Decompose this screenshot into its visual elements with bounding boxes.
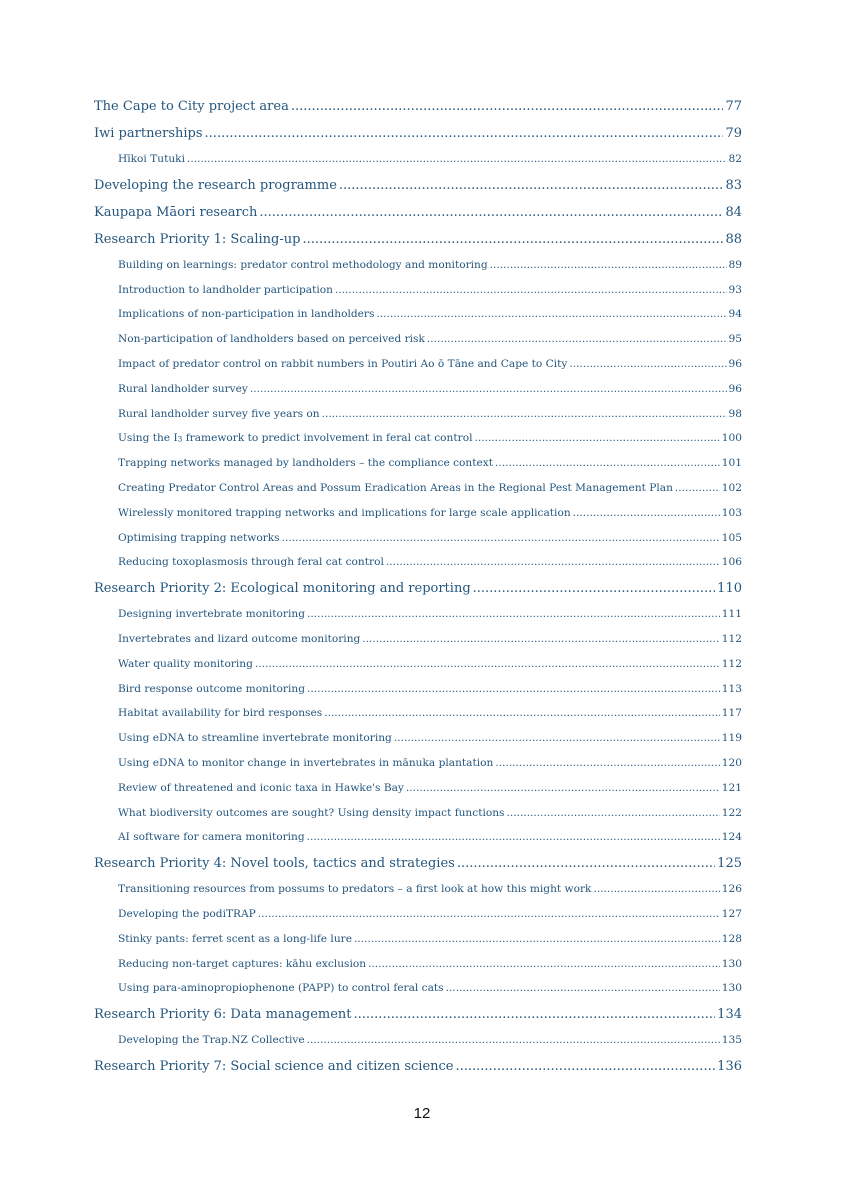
toc-entry-page: 96 (728, 382, 742, 395)
toc-entry-page: 110 (717, 581, 742, 597)
toc-subsection-entry[interactable] (94, 1028, 742, 1053)
toc-leader-dots (324, 701, 720, 726)
toc-subsection-entry[interactable] (94, 801, 742, 826)
toc-subsection-entry[interactable] (94, 476, 742, 501)
toc-entry-page: 121 (721, 781, 742, 794)
toc-entry-page: 94 (728, 308, 742, 321)
toc-entry-page: 134 (717, 1007, 742, 1023)
toc-entry-page: 119 (721, 732, 742, 745)
toc-entry-page: 112 (721, 632, 742, 645)
toc-entry-title: Research Priority 6: Data management (94, 1007, 352, 1023)
table-of-contents (94, 93, 742, 1080)
toc-subsection-entry[interactable] (94, 377, 742, 402)
toc-leader-dots (282, 526, 720, 551)
toc-subsection-entry[interactable] (94, 451, 742, 476)
toc-leader-dots (457, 850, 715, 877)
toc-subsection-entry[interactable] (94, 825, 742, 850)
toc-entry-title: Using the $I_3$ framework to predict involvement in feral cat control (118, 432, 473, 445)
toc-leader-dots (506, 801, 719, 826)
toc-leader-dots (205, 120, 724, 147)
toc-entry-page: 130 (721, 957, 742, 970)
toc-entry-page: 135 (721, 1034, 742, 1047)
toc-leader-dots (354, 927, 720, 952)
toc-entry-page: 102 (721, 481, 742, 494)
toc-leader-dots (187, 147, 727, 172)
toc-entry-title: Designing invertebrate monitoring (118, 608, 305, 621)
toc-leader-dots (255, 652, 720, 677)
toc-entry-page: 88 (725, 231, 742, 247)
toc-subsection-entry[interactable] (94, 278, 742, 303)
toc-subsection-entry[interactable] (94, 976, 742, 1001)
toc-leader-dots (495, 751, 719, 776)
toc-leader-dots (322, 402, 727, 427)
toc-entry-title: Research Priority 7: Social science and citizen science (94, 1058, 454, 1074)
toc-section-entry[interactable] (94, 1001, 742, 1028)
toc-entry-page: 101 (721, 457, 742, 470)
toc-entry-title: Non-participation of landholders based on perceived risk (118, 333, 425, 346)
toc-entry-page: 122 (721, 806, 742, 819)
toc-entry-page: 84 (725, 204, 742, 220)
toc-entry-page: 128 (721, 932, 742, 945)
toc-entry-title: Invertebrates and lizard outcome monitoring (118, 632, 361, 645)
toc-subsection-entry[interactable] (94, 952, 742, 977)
toc-leader-dots (495, 451, 720, 476)
toc-entry-title: Habitat availability for bird responses (118, 707, 323, 720)
toc-leader-dots (339, 172, 724, 199)
toc-leader-dots (456, 1053, 716, 1080)
toc-entry-page: 136 (717, 1058, 742, 1074)
toc-entry-page: 120 (721, 756, 742, 769)
toc-leader-dots (259, 199, 723, 226)
toc-leader-dots (362, 627, 719, 652)
toc-entry-title: Wirelessly monitored trapping networks and implications for large scale application (118, 506, 571, 519)
toc-entry-page: 89 (728, 258, 742, 271)
toc-entry-title: Reducing toxoplasmosis through feral cat control (118, 556, 384, 569)
toc-entry-page: 103 (721, 506, 742, 519)
toc-entry-title: Hīkoi Tutuki (118, 153, 185, 165)
toc-entry-title: Kaupapa Māori research (94, 204, 258, 220)
toc-leader-dots (335, 278, 727, 303)
toc-entry-page: 83 (725, 177, 742, 193)
toc-section-entry[interactable] (94, 172, 742, 199)
toc-leader-dots (394, 726, 720, 751)
toc-subsection-entry[interactable] (94, 602, 742, 627)
toc-section-entry[interactable] (94, 575, 742, 602)
toc-entry-page: 127 (721, 907, 742, 920)
toc-entry-title: Optimising trapping networks (118, 531, 280, 544)
toc-entry-page: 82 (728, 153, 742, 165)
toc-subsection-entry[interactable] (94, 426, 742, 451)
toc-subsection-entry[interactable] (94, 927, 742, 952)
toc-leader-dots (376, 302, 726, 327)
toc-subsection-entry[interactable] (94, 677, 742, 702)
toc-subsection-entry[interactable] (94, 526, 742, 551)
toc-entry-title: Using eDNA to monitor change in invertebrates in mānuka plantation (118, 756, 494, 769)
toc-entry-title: Rural landholder survey (118, 382, 248, 395)
toc-leader-dots (250, 377, 727, 402)
toc-subsection-entry[interactable] (94, 147, 742, 172)
toc-leader-dots (490, 253, 727, 278)
toc-entry-title: AI software for camera monitoring (118, 831, 305, 844)
toc-leader-dots (368, 952, 720, 977)
toc-leader-dots (307, 602, 720, 627)
toc-entry-title: Stinky pants: ferret scent as a long-life lure (118, 932, 352, 945)
toc-leader-dots (569, 352, 726, 377)
toc-section-entry[interactable] (94, 1053, 742, 1080)
toc-leader-dots (307, 1028, 720, 1053)
toc-leader-dots (446, 976, 720, 1001)
toc-subsection-entry[interactable] (94, 902, 742, 927)
toc-entry-title: Bird response outcome monitoring (118, 682, 305, 695)
toc-subsection-entry[interactable] (94, 701, 742, 726)
toc-leader-dots (474, 426, 719, 451)
toc-subsection-entry[interactable] (94, 302, 742, 327)
toc-entry-title: Using para-aminopropiophenone (PAPP) to control feral cats (118, 982, 444, 995)
toc-entry-title: Creating Predator Control Areas and Possum Eradication Areas in the Regional Pest Management Plan (118, 481, 673, 494)
toc-entry-title: Water quality monitoring (118, 657, 253, 670)
toc-section-entry[interactable] (94, 199, 742, 226)
toc-entry-page: 95 (728, 333, 742, 346)
toc-subsection-entry[interactable] (94, 627, 742, 652)
toc-subsection-entry[interactable] (94, 776, 742, 801)
toc-subsection-entry[interactable] (94, 253, 742, 278)
toc-leader-dots (675, 476, 720, 501)
toc-entry-page: 124 (721, 831, 742, 844)
toc-entry-title: Introduction to landholder participation (118, 283, 333, 296)
toc-entry-page: 105 (721, 531, 742, 544)
toc-entry-page: 125 (717, 856, 742, 872)
toc-leader-dots (354, 1001, 716, 1028)
toc-entry-title: Developing the podiTRAP (118, 907, 256, 920)
toc-leader-dots (573, 501, 720, 526)
toc-leader-dots (427, 327, 727, 352)
toc-entry-title: Iwi partnerships (94, 126, 203, 141)
toc-entry-title: Developing the research programme (94, 177, 337, 193)
toc-subsection-entry[interactable] (94, 550, 742, 575)
toc-entry-title: Implications of non-participation in landholders (118, 308, 375, 321)
toc-subsection-entry[interactable] (94, 877, 742, 902)
toc-entry-title: Rural landholder survey five years on (118, 407, 320, 420)
toc-entry-page: 117 (721, 707, 742, 720)
toc-leader-dots (302, 226, 723, 253)
toc-entry-page: 98 (728, 407, 742, 420)
toc-leader-dots (291, 93, 724, 120)
toc-entry-page: 112 (721, 657, 742, 670)
page-number: 12 (413, 1105, 431, 1122)
toc-entry-title: Building on learnings: predator control methodology and monitoring (118, 258, 488, 271)
toc-entry-title: Review of threatened and iconic taxa in Hawke's Bay (118, 781, 404, 794)
toc-entry-page: 96 (728, 357, 742, 370)
toc-entry-page: 113 (721, 682, 742, 695)
toc-entry-title: Reducing non-target captures: kāhu exclusion (118, 957, 367, 970)
toc-entry-title: Trapping networks managed by landholders – the compliance context (118, 457, 493, 470)
toc-entry-page: 130 (721, 982, 742, 995)
toc-subsection-entry[interactable] (94, 652, 742, 677)
toc-leader-dots (406, 776, 720, 801)
toc-entry-title: Developing the Trap.NZ Collective (118, 1034, 305, 1047)
toc-subsection-entry[interactable] (94, 726, 742, 751)
toc-subsection-entry[interactable] (94, 327, 742, 352)
toc-entry-title: What biodiversity outcomes are sought? Using density impact functions (118, 806, 505, 819)
toc-leader-dots (307, 825, 720, 850)
toc-entry-title: Using eDNA to streamline invertebrate monitoring (118, 732, 392, 745)
toc-subsection-entry[interactable] (94, 352, 742, 377)
toc-entry-title: Impact of predator control on rabbit numbers in Poutiri Ao ō Tāne and Cape to City (118, 357, 568, 370)
toc-entry-page: 77 (725, 99, 742, 114)
toc-entry-title: Research Priority 4: Novel tools, tactics and strategies (94, 856, 455, 872)
toc-entry-title: The Cape to City project area (94, 99, 289, 114)
toc-section-entry[interactable] (94, 226, 742, 253)
toc-entry-page: 93 (728, 283, 742, 296)
toc-section-entry[interactable] (94, 850, 742, 877)
toc-subsection-entry[interactable] (94, 751, 742, 776)
toc-leader-dots (593, 877, 719, 902)
toc-leader-dots (386, 550, 720, 575)
toc-entry-title: Research Priority 1: Scaling-up (94, 231, 301, 247)
toc-leader-dots (307, 677, 720, 702)
toc-section-entry[interactable] (94, 93, 742, 120)
toc-entry-title: Research Priority 2: Ecological monitoring and reporting (94, 581, 471, 597)
toc-leader-dots (473, 575, 716, 602)
toc-entry-title: Transitioning resources from possums to predators – a first look at how this might work (118, 883, 592, 896)
toc-section-entry[interactable] (94, 120, 742, 147)
toc-entry-page: 100 (721, 432, 742, 445)
toc-entry-page: 111 (721, 608, 742, 621)
toc-leader-dots (258, 902, 720, 927)
toc-subsection-entry[interactable] (94, 501, 742, 526)
toc-entry-page: 126 (721, 883, 742, 896)
toc-entry-page: 106 (721, 556, 742, 569)
toc-entry-page: 79 (725, 126, 742, 141)
toc-subsection-entry[interactable] (94, 402, 742, 427)
